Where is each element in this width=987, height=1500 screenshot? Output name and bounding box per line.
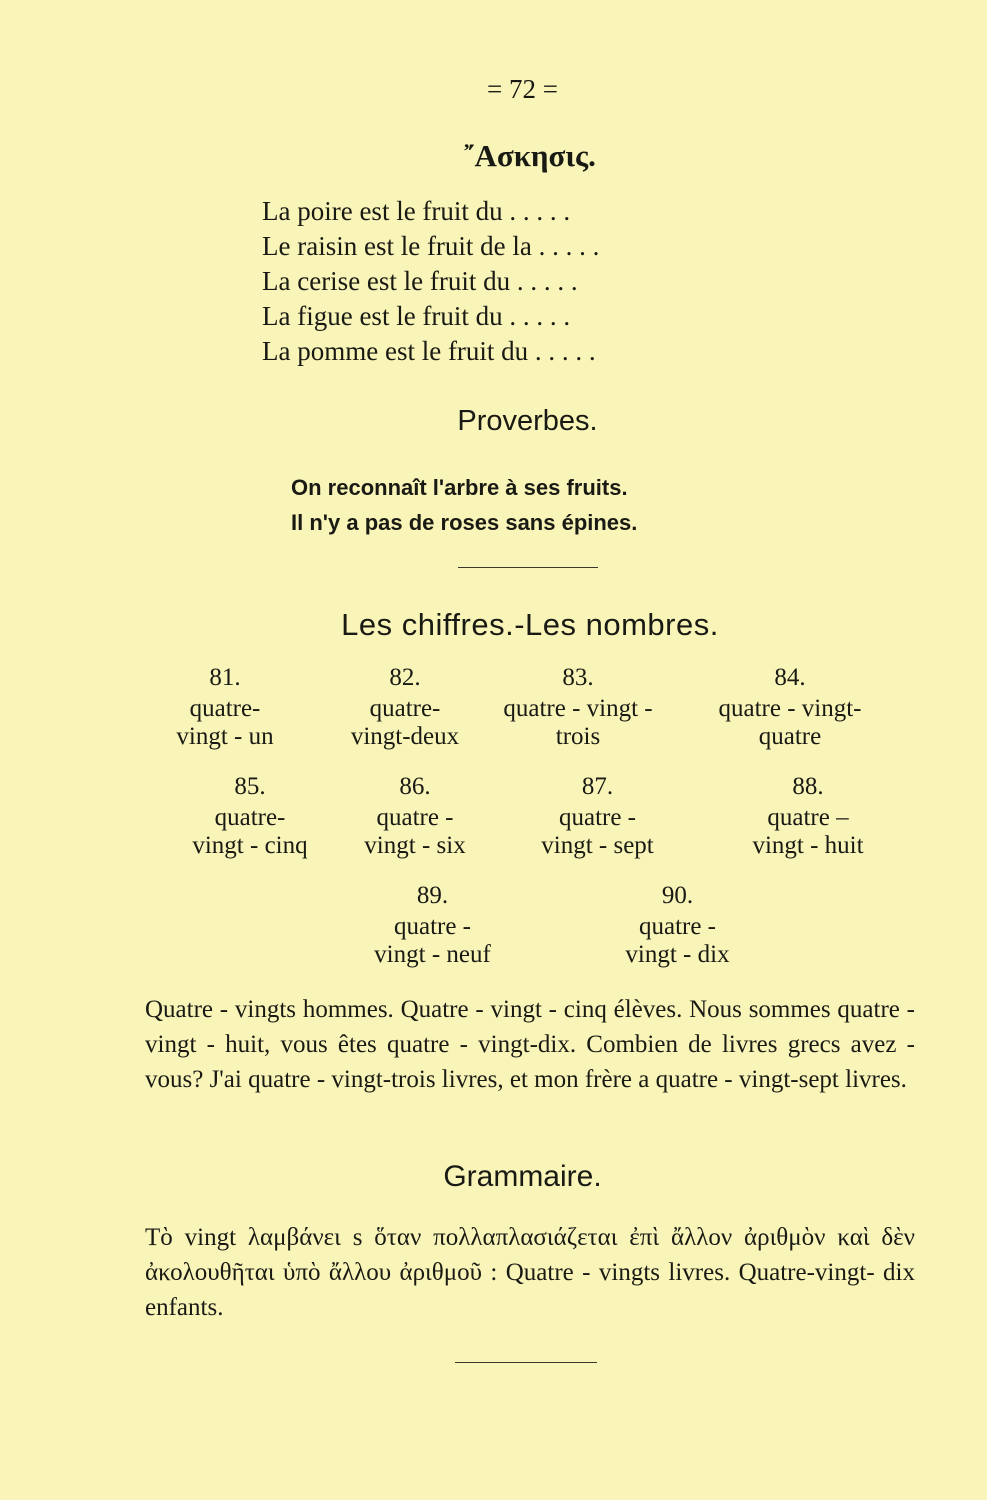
exercise-title: ῎Ασκησις. [464, 138, 596, 173]
number-entry-82 [330, 664, 480, 751]
number-entry-83 [488, 664, 668, 751]
number-word: vingt-deux [350, 723, 460, 750]
proverb-line: On reconnaît l'arbre à ses fruits. [291, 475, 628, 500]
section-divider [458, 567, 598, 568]
number-label: 85. [234, 773, 266, 800]
number-label: 82. [389, 664, 421, 691]
number-word: vingt - huit [752, 832, 864, 859]
number-label: 89. [416, 882, 449, 909]
number-word: quatre- [369, 695, 441, 722]
number-word: quatre [758, 723, 822, 750]
section-divider [455, 1362, 597, 1363]
number-word: trois [555, 723, 601, 750]
number-word: vingt - dix [625, 941, 730, 968]
number-label: 86. [399, 773, 431, 800]
number-word: quatre - [393, 913, 472, 940]
number-label: 83. [562, 664, 594, 691]
number-entry-87 [520, 773, 675, 860]
number-word: quatre - vingt - [503, 695, 653, 722]
number-entry-85 [170, 773, 330, 860]
exercise-line: La cerise est le fruit du . . . . . [262, 266, 578, 296]
exercise-lines [262, 194, 599, 369]
exercise-line: La poire est le fruit du . . . . . [262, 196, 571, 226]
numbers-paragraph: Quatre - vingts hommes. Quatre - vingt - cinq élèves. Nous sommes quatre - vingt - huit, vous êtes quatre - vingt-dix. Combien de livres grecs avez - vous? J'ai quatre - vingt-trois livres, et mon frère a quatre - vingt-sept livres. [145, 996, 915, 1093]
number-label: 81. [209, 664, 241, 691]
number-label: 87. [581, 773, 614, 800]
number-entry-86 [340, 773, 490, 860]
number-word: quatre- [189, 695, 261, 722]
proverbs-heading: Proverbes. [457, 405, 598, 437]
number-label: 90. [661, 882, 694, 909]
number-word: quatre – [767, 804, 849, 831]
proverb-line: Il n'y a pas de roses sans épines. [291, 510, 638, 535]
number-entry-88 [728, 773, 888, 860]
number-word: quatre - [558, 804, 637, 831]
number-word: vingt - un [176, 723, 274, 750]
number-word: vingt - cinq [192, 832, 308, 859]
number-word: quatre - vingt- [718, 695, 862, 722]
grammar-heading: Grammaire. [443, 1160, 602, 1193]
number-entry-81 [150, 664, 300, 751]
number-word: vingt - neuf [374, 941, 491, 968]
number-word: quatre- [214, 804, 286, 831]
exercise-line: La pomme est le fruit du . . . . . [262, 336, 596, 366]
proverbs-lines [291, 470, 637, 540]
number-word: quatre - [638, 913, 717, 940]
page-number: = 72 = [487, 74, 558, 104]
number-word: vingt - six [364, 832, 466, 859]
exercise-line: La figue est le fruit du . . . . . [262, 301, 571, 331]
number-label: 88. [792, 773, 824, 800]
number-word: vingt - sept [541, 832, 654, 859]
exercise-line: Le raisin est le fruit de la . . . . . [262, 231, 600, 261]
grammar-paragraph: Τὸ vingt λαμβάνει s ὅταν πολλαπλασιάζεται ἐπὶ ἄλλον ἀριθμὸν καὶ δὲν ἀκολουθῆται ὑπὸ ἄλλου ἀριθμοῦ : Quatre - vingts livres. Quatre-vingt- dix enfants. [145, 1224, 915, 1321]
numbers-heading: Les chiffres.-Les nombres. [341, 607, 719, 642]
number-entry-90 [605, 882, 750, 969]
number-entry-84 [700, 664, 880, 751]
number-word: quatre - [376, 804, 454, 831]
number-entry-89 [355, 882, 510, 969]
number-label: 84. [774, 664, 806, 691]
